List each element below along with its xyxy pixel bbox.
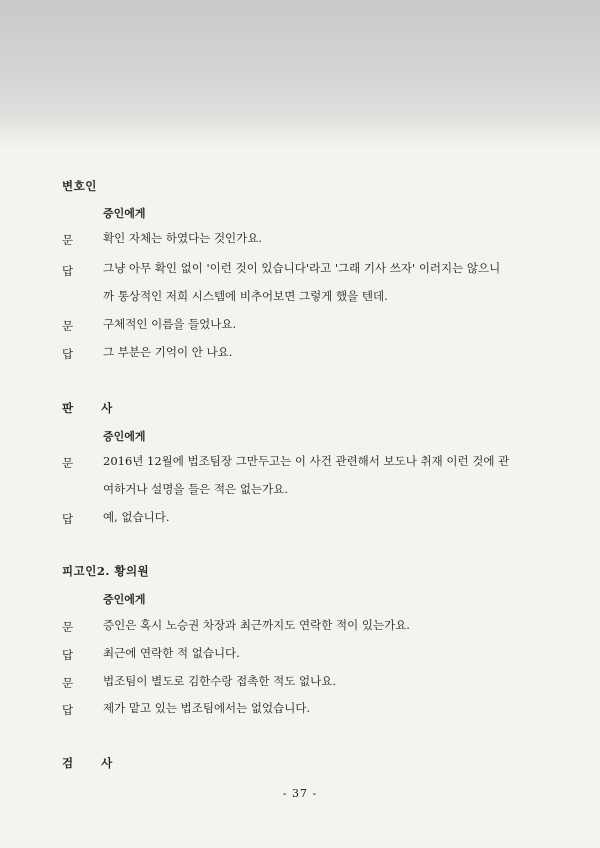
answer-mark: 답 — [62, 264, 74, 278]
speaker-defendant-2: 피고인2. 황의원 — [62, 564, 150, 578]
answer-mark: 답 — [62, 703, 74, 717]
speaker-prosecutor: 검 사 — [62, 756, 125, 770]
question-text — [103, 312, 543, 336]
text-line: 여하거나 설명을 들은 적은 없는가요. — [103, 482, 288, 496]
text-line: 법조팀이 별도로 김한수랑 접촉한 적도 없나요. — [103, 674, 337, 688]
question-mark: 문 — [62, 456, 74, 470]
text-line: 그 부분은 기억이 안 나요. — [103, 345, 233, 359]
question-mark: 문 — [62, 319, 74, 333]
answer-text — [103, 256, 543, 308]
text-line: 최근에 연락한 적 없습니다. — [103, 646, 240, 660]
text-line: 2016년 12월에 법조팀장 그만두고는 이 사건 관련해서 보도나 취재 이런 것에 관 — [103, 454, 510, 468]
speaker-judge: 판 사 — [62, 401, 125, 415]
addressee-label: 증인에게 — [103, 593, 146, 606]
text-line: 그냥 아무 확인 없이 '이런 것이 있습니다'라고 '그래 기사 쓰자' 이러지는 않으니 — [103, 261, 501, 275]
answer-mark: 답 — [62, 512, 74, 526]
text-line: 제가 맡고 있는 법조팀에서는 없었습니다. — [103, 701, 311, 715]
text-line: 구체적인 이름을 들었나요. — [103, 317, 237, 331]
question-text — [103, 226, 543, 250]
question-text — [103, 613, 543, 637]
text-line: 증인은 혹시 노승권 차장과 최근까지도 연락한 적이 있는가요. — [103, 618, 410, 632]
question-text — [103, 669, 543, 693]
answer-text — [103, 340, 543, 364]
answer-text — [103, 641, 543, 665]
answer-text — [103, 696, 543, 720]
speaker-defense-counsel: 변호인 — [62, 179, 97, 193]
text-line: 까 통상적인 저희 시스템에 비추어보면 그렇게 했을 텐데. — [103, 289, 388, 303]
question-text — [103, 449, 543, 501]
addressee-label: 증인에게 — [103, 207, 146, 220]
question-mark: 문 — [62, 233, 74, 247]
addressee-label: 증인에게 — [103, 430, 146, 443]
scan-shading — [0, 0, 600, 150]
question-mark: 문 — [62, 620, 74, 634]
answer-text — [103, 505, 543, 529]
answer-mark: 답 — [62, 347, 74, 361]
answer-mark: 답 — [62, 648, 74, 662]
question-mark: 문 — [62, 676, 74, 690]
page-number: - 37 - — [282, 787, 318, 800]
text-line: 예, 없습니다. — [103, 510, 170, 524]
text-line: 확인 자체는 하였다는 것인가요. — [103, 231, 263, 245]
